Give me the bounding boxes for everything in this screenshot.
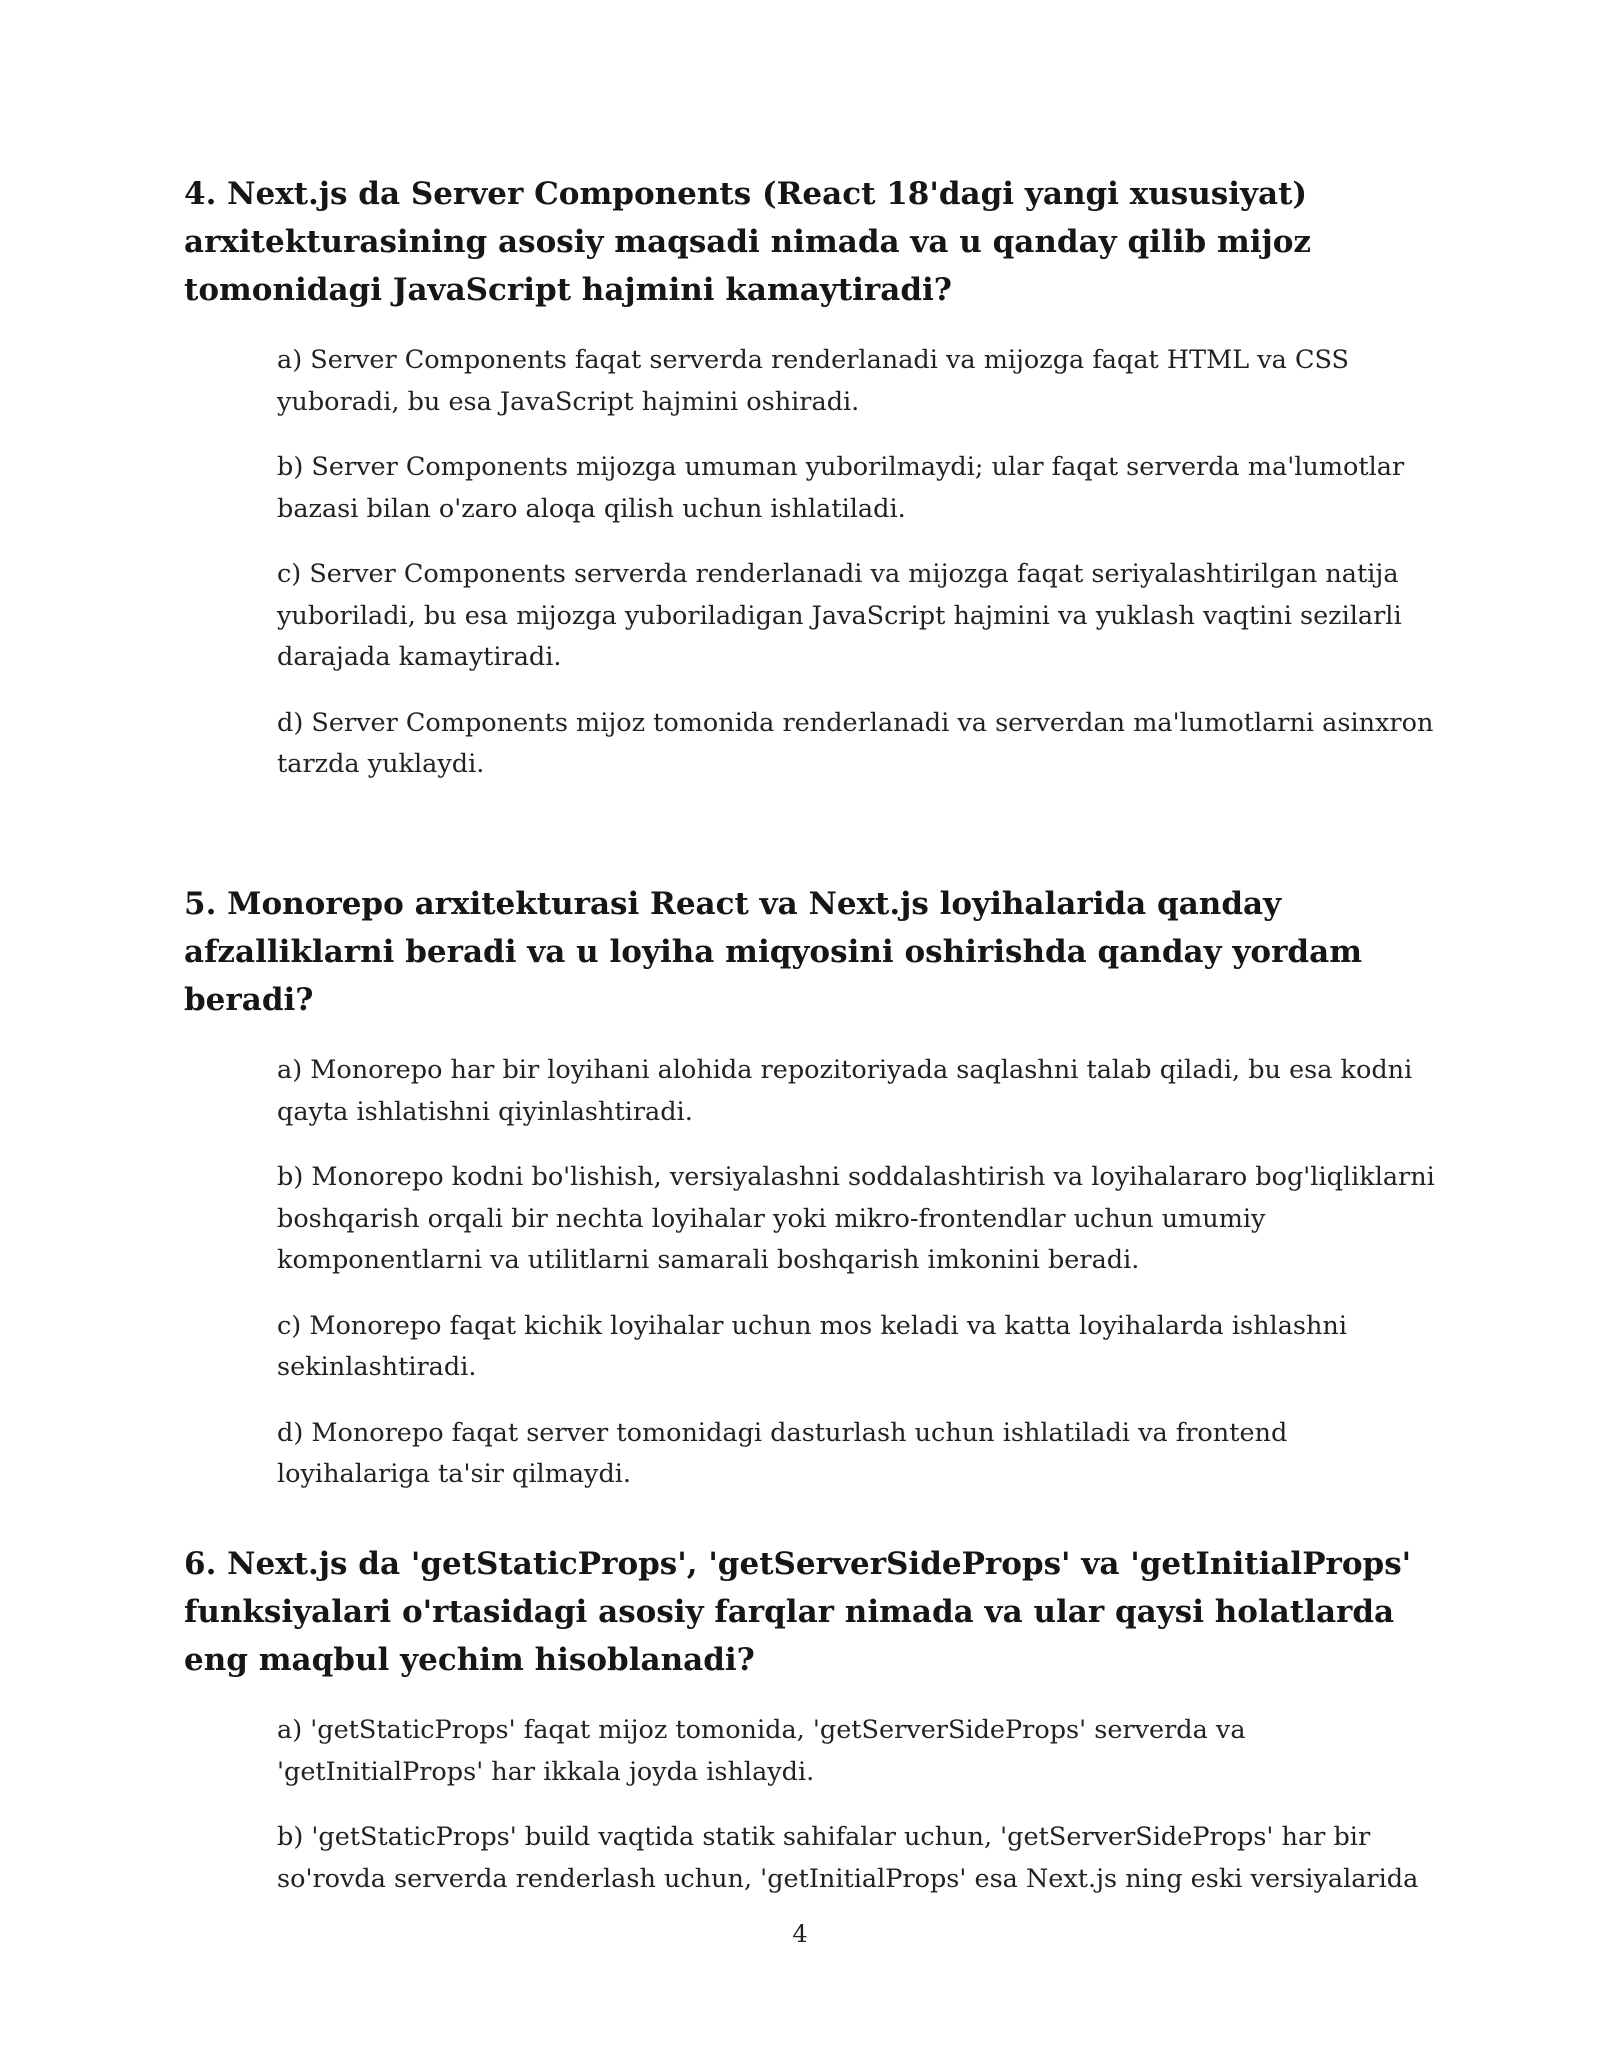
question-6: [184, 1540, 1444, 1924]
option-d: d) Server Components mijoz tomonida renderlanadi va serverdan ma'lumotlarni asinxron tarzda yuklaydi.: [277, 707, 1434, 779]
question-title: 6. Next.js da 'getStaticProps', 'getServerSideProps' va 'getInitialProps' funksiyalari o'rtasidagi asosiy farqlar nimada va ular qaysi holatlarda eng maqbul yechim hisoblanadi?: [184, 1546, 1412, 1678]
answer-options: [277, 340, 1447, 786]
question-title: 5. Monorepo arxitekturasi React va Next.js loyihalarida qanday afzalliklarni beradi va u loyiha miqyosini oshirishda qanday yordam beradi?: [184, 886, 1362, 1018]
option-b: b) 'getStaticProps' build vaqtida statik sahifalar uchun, 'getServerSideProps' har bir so'rovda serverda renderlash uchun, 'getInitialProps' esa Next.js ning eski versiyalarida: [277, 1822, 1419, 1894]
question-4: [184, 170, 1444, 810]
option-c: c) Server Components serverda renderlanadi va mijozga faqat seriyalashtirilgan natija yuboriladi, bu esa mijozga yuboriladigan JavaScript hajmini va yuklash vaqtini sezilarli darajada kamaytiradi.: [277, 559, 1402, 672]
page-number: 4: [792, 1920, 808, 1948]
option-b: b) Server Components mijozga umuman yuborilmaydi; ular faqat serverda ma'lumotlar bazasi bilan o'zaro aloqa qilish uchun ishlatiladi.: [277, 452, 1405, 524]
option-c: c) Monorepo faqat kichik loyihalar uchun mos keladi va katta loyihalarda ishlashni sekinlashtiradi.: [277, 1310, 1347, 1382]
option-d: d) Monorepo faqat server tomonidagi dasturlash uchun ishlatiladi va frontend loyihalariga ta'sir qilmaydi.: [277, 1417, 1288, 1489]
option-b: b) Monorepo kodni bo'lishish, versiyalashni soddalashtirish va loyihalararo bog'liqliklarni boshqarish orqali bir nechta loyihalar yoki mikro-frontendlar uchun umumiy komponentlarni va utilitlarni samarali boshqarish imkonini beradi.: [277, 1162, 1435, 1275]
question-5: [184, 880, 1444, 1520]
option-a: a) 'getStaticProps' faqat mijoz tomonida, 'getServerSideProps' serverda va 'getInitialProps' har ikkala joyda ishlaydi.: [277, 1715, 1246, 1787]
answer-options: [277, 1050, 1447, 1496]
option-a: a) Monorepo har bir loyihani alohida repozitoriyada saqlashni talab qiladi, bu esa kodni qayta ishlatishni qiyinlashtiradi.: [277, 1055, 1413, 1127]
option-a: a) Server Components faqat serverda renderlanadi va mijozga faqat HTML va CSS yuboradi, bu esa JavaScript hajmini oshiradi.: [277, 345, 1349, 417]
answer-options: [277, 1710, 1447, 1900]
question-title: 4. Next.js da Server Components (React 18'dagi yangi xususiyat) arxitekturasining asosiy maqsadi nimada va u qanday qilib mijoz tomonidagi JavaScript hajmini kamaytiradi?: [184, 176, 1312, 308]
